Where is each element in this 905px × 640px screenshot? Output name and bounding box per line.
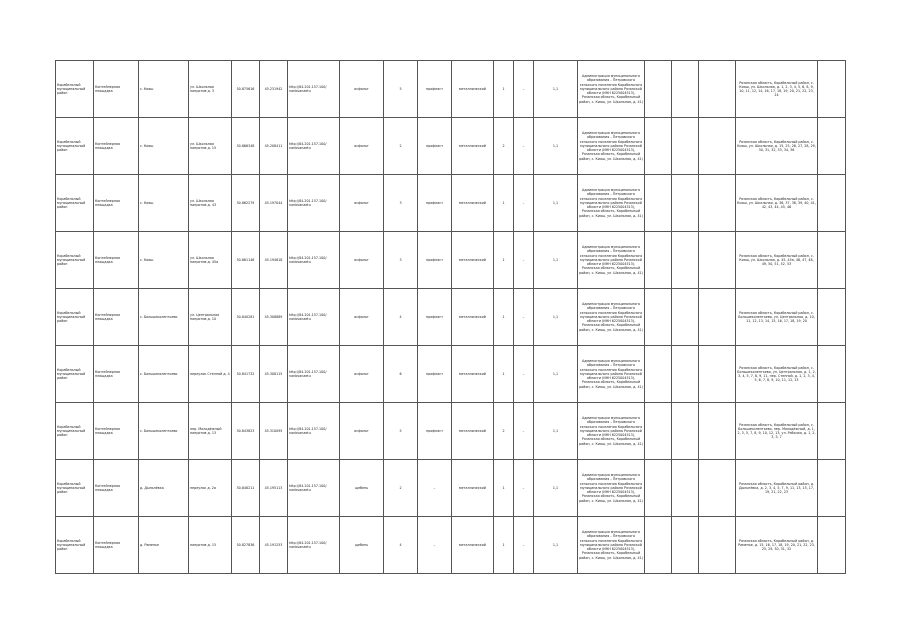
volume-cell: 1,1 (534, 289, 578, 346)
empty-cell (645, 346, 672, 403)
empty-cell (699, 517, 736, 574)
empty-cell (699, 289, 736, 346)
map-link-cell: http://84.201.157.100/ nanbvanaetu (288, 118, 340, 175)
owner-cell: Администрация муниципального образования – Петровского сельского поселения Корабельного муниципального района Рязанской области (ИНН 6225004513), Рязанская область, Корабельный район, с. Кияш, ул. Школьная, д. 41) (578, 460, 645, 517)
site-type-cell: Контейнерная площадка (94, 118, 139, 175)
longitude-cell: 45.310095 (260, 403, 288, 460)
longitude-cell: 45.194818 (260, 232, 288, 289)
waste-sources-cell: Рязанская область, Корабельный район, с. Кияш, ул. Школьная, д. 45, 45а, 46, 47, 48, 49, 50, 51, 52, 53 (736, 232, 818, 289)
empty-cell (818, 61, 846, 118)
waste-sources-cell: Рязанская область, Корабельный район, с. Большеколентьево, ул. Центральная, д. 10, 11, 12, 13, 14, 15, 16, 17, 18, 19, 20 (736, 289, 818, 346)
bunker-count-cell: – (514, 118, 534, 175)
waste-sources-cell: Рязанская область, Корабельный район, с. Кияш, ул. Школьная, д. 1, 2, 3, 4, 5, 6, 8, 9, 10, 11, 12, 14, 16, 17, 18, 19, 20, 21, 22, 23, 24 (736, 61, 818, 118)
site-type-cell: Контейнерная площадка (94, 517, 139, 574)
map-link-cell: http://84.201.157.100/ nanbvanaetu (288, 232, 340, 289)
surface-cell: асфальт (340, 61, 384, 118)
container-count-cell: 2 (494, 403, 514, 460)
surface-cell: асфальт (340, 232, 384, 289)
material-cell: металлический (452, 289, 494, 346)
register-sheet (55, 60, 845, 574)
area-cell: 2 (384, 460, 418, 517)
bunker-count-cell: – (514, 460, 534, 517)
area-cell: 3 (384, 175, 418, 232)
material-cell: металлический (452, 517, 494, 574)
address-cell: переулок д. 2а (189, 460, 232, 517)
address-cell: ул. Школьная напротив д. 43 (189, 175, 232, 232)
surface-cell: асфальт (340, 346, 384, 403)
table-row (56, 289, 846, 346)
table-row (56, 517, 846, 574)
table-row (56, 403, 846, 460)
site-type-cell: Контейнерная площадка (94, 403, 139, 460)
empty-cell (672, 346, 699, 403)
locality-cell: с. Кияш (139, 232, 189, 289)
waste-sources-cell: Рязанская область, Корабельный район, д. Раменье, д. 15, 16, 17, 18, 19, 20, 21, 22, 23, 25, 29, 30, 31, 32 (736, 517, 818, 574)
site-type-cell: Контейнерная площадка (94, 289, 139, 346)
address-cell: напротив д. 15 (189, 517, 232, 574)
material-cell: металлический (452, 403, 494, 460)
site-type-cell: Контейнерная площадка (94, 175, 139, 232)
fence-cell: профнаст (418, 118, 452, 175)
material-cell: металлический (452, 61, 494, 118)
volume-cell: 1,1 (534, 517, 578, 574)
container-count-cell: 1 (494, 61, 514, 118)
container-count-cell: 1 (494, 460, 514, 517)
surface-cell: асфальт (340, 289, 384, 346)
waste-sources-cell: Рязанская область, Корабельный район, с. Кияш, ул. Школьная, д. 36, 37, 38, 39, 40, 41, 42, 43, 44, 45, 46 (736, 175, 818, 232)
container-count-cell: 1 (494, 289, 514, 346)
latitude-cell: 50.861148 (232, 232, 260, 289)
empty-cell (818, 517, 846, 574)
bunker-count-cell: – (514, 403, 534, 460)
address-cell: переулок Степной д. 4 (189, 346, 232, 403)
material-cell: металлический (452, 346, 494, 403)
empty-cell (645, 289, 672, 346)
waste-sources-cell: Рязанская область, Корабельный район, с. Большеколентьево, ул. Центральная, д. 1, 2, 3, 4, 5, 7, 8, 9, 11, пер. Степной, д. 1, 2, 3, 4, 5, 6, 7, 8, 9, 10, 11, 12, 13 (736, 346, 818, 403)
table-row (56, 346, 846, 403)
latitude-cell: 50.862279 (232, 175, 260, 232)
site-type-cell: Контейнерная площадка (94, 346, 139, 403)
volume-cell: 1,1 (534, 61, 578, 118)
owner-cell: Администрация муниципального образования – Петровского сельского поселения Корабельного муниципального района Рязанской области (ИНН 6225004513), Рязанская область, Корабельный район, с. Кияш, ул. Школьная, д. 41) (578, 232, 645, 289)
surface-cell: асфальт (340, 118, 384, 175)
district-cell: Корабельный муниципальный район (56, 232, 94, 289)
longitude-cell: 45.195113 (260, 460, 288, 517)
locality-cell: д. Дыльнёвка (139, 460, 189, 517)
site-type-cell: Контейнерная площадка (94, 460, 139, 517)
bunker-count-cell: – (514, 175, 534, 232)
container-sites-table (55, 60, 846, 574)
fence-cell: профнаст (418, 232, 452, 289)
empty-cell (699, 232, 736, 289)
locality-cell: с. Кияш (139, 61, 189, 118)
map-link-cell: http://84.201.157.100/ nanbvanaetu (288, 61, 340, 118)
site-type-cell: Контейнерная площадка (94, 232, 139, 289)
empty-cell (818, 403, 846, 460)
owner-cell: Администрация муниципального образования – Петровского сельского поселения Корабельного муниципального района Рязанской области (ИНН 6225004513), Рязанская область, Корабельный район, с. Кияш, ул. Школьная, д. 41) (578, 61, 645, 118)
area-cell: 4 (384, 289, 418, 346)
fence-cell: профнаст (418, 61, 452, 118)
empty-cell (818, 346, 846, 403)
container-count-cell: 1 (494, 346, 514, 403)
container-count-cell: 1 (494, 175, 514, 232)
table-body (56, 61, 846, 574)
container-count-cell: 2 (494, 118, 514, 175)
surface-cell: асфальт (340, 175, 384, 232)
map-link-cell: http://84.201.157.100/ nanbvanaetu (288, 346, 340, 403)
table-row (56, 61, 846, 118)
longitude-cell: 45.308889 (260, 289, 288, 346)
empty-cell (672, 175, 699, 232)
empty-cell (645, 232, 672, 289)
waste-sources-cell: Рязанская область, Корабельный район, с. Большеколентьево, пер. Молодёжный, д. 1, 2, 3, 5, 7, 8, 9, 10, 12, 13, ул. Рабочая, д. 1, 2, 3, 5, 7 (736, 403, 818, 460)
volume-cell: 1,1 (534, 460, 578, 517)
empty-cell (645, 175, 672, 232)
volume-cell: 1,1 (534, 232, 578, 289)
site-type-cell: Контейнерная площадка (94, 61, 139, 118)
locality-cell: с. Большеколентьево (139, 346, 189, 403)
empty-cell (818, 118, 846, 175)
empty-cell (672, 403, 699, 460)
empty-cell (699, 118, 736, 175)
bunker-count-cell: – (514, 289, 534, 346)
district-cell: Корабельный муниципальный район (56, 403, 94, 460)
empty-cell (699, 403, 736, 460)
empty-cell (699, 175, 736, 232)
address-cell: пер. Молодёжный напротив д. 13 (189, 403, 232, 460)
empty-cell (672, 517, 699, 574)
container-count-cell: 1 (494, 517, 514, 574)
empty-cell (672, 118, 699, 175)
empty-cell (672, 289, 699, 346)
empty-cell (699, 346, 736, 403)
table-row (56, 460, 846, 517)
map-link-cell: http://84.201.157.100/ nanbvanaetu (288, 517, 340, 574)
surface-cell: асфальт (340, 403, 384, 460)
table-row (56, 175, 846, 232)
empty-cell (699, 61, 736, 118)
empty-cell (645, 460, 672, 517)
fence-cell: – (418, 460, 452, 517)
owner-cell: Администрация муниципального образования – Петровского сельского поселения Корабельного муниципального района Рязанской области (ИНН 6225004513), Рязанская область, Корабельный район, с. Кияш, ул. Школьная, д. 41) (578, 175, 645, 232)
locality-cell: с. Кияш (139, 118, 189, 175)
latitude-cell: 50.848211 (232, 460, 260, 517)
empty-cell (645, 403, 672, 460)
district-cell: Корабельный муниципальный район (56, 460, 94, 517)
fence-cell: профнаст (418, 175, 452, 232)
map-link-cell: http://84.201.157.100/ nanbvanaetu (288, 403, 340, 460)
volume-cell: 1,1 (534, 403, 578, 460)
volume-cell: 1,1 (534, 118, 578, 175)
locality-cell: д. Раменье (139, 517, 189, 574)
latitude-cell: 50.875616 (232, 61, 260, 118)
material-cell: металлический (452, 118, 494, 175)
longitude-cell: 45.231942 (260, 61, 288, 118)
latitude-cell: 50.843823 (232, 403, 260, 460)
empty-cell (672, 232, 699, 289)
empty-cell (672, 61, 699, 118)
material-cell: металлический (452, 232, 494, 289)
empty-cell (818, 460, 846, 517)
container-count-cell: 1 (494, 232, 514, 289)
surface-cell: щебень (340, 517, 384, 574)
fence-cell: профнаст (418, 289, 452, 346)
empty-cell (699, 460, 736, 517)
empty-cell (818, 175, 846, 232)
owner-cell: Администрация муниципального образования – Петровского сельского поселения Корабельного муниципального района Рязанской области (ИНН 6225004513), Рязанская область, Корабельный район, с. Кияш, ул. Школьная, д. 41) (578, 118, 645, 175)
empty-cell (645, 517, 672, 574)
latitude-cell: 50.827836 (232, 517, 260, 574)
locality-cell: с. Большеколентьево (139, 403, 189, 460)
volume-cell: 1,1 (534, 346, 578, 403)
address-cell: ул. Школьная напротив д. 3 (189, 61, 232, 118)
empty-cell (645, 118, 672, 175)
owner-cell: Администрация муниципального образования – Петровского сельского поселения Корабельного муниципального района Рязанской области (ИНН 6225004513), Рязанская область, Корабельный район, с. Кияш, ул. Школьная, д. 41) (578, 403, 645, 460)
owner-cell: Администрация муниципального образования – Петровского сельского поселения Корабельного муниципального района Рязанской области (ИНН 6225004513), Рязанская область, Корабельный район, с. Кияш, ул. Школьная, д. 41) (578, 346, 645, 403)
locality-cell: с. Кияш (139, 175, 189, 232)
area-cell: 5 (384, 61, 418, 118)
latitude-cell: 50.840281 (232, 289, 260, 346)
district-cell: Корабельный муниципальный район (56, 289, 94, 346)
fence-cell: – (418, 517, 452, 574)
table-row (56, 118, 846, 175)
district-cell: Корабельный муниципальный район (56, 118, 94, 175)
bunker-count-cell: – (514, 232, 534, 289)
district-cell: Корабельный муниципальный район (56, 346, 94, 403)
area-cell: 3 (384, 232, 418, 289)
bunker-count-cell: – (514, 61, 534, 118)
address-cell: ул. Центральная напротив д. 10 (189, 289, 232, 346)
material-cell: металлический (452, 175, 494, 232)
owner-cell: Администрация муниципального образования – Петровского сельского поселения Корабельного муниципального района Рязанской области (ИНН 6225004513), Рязанская область, Корабельный район, с. Кияш, ул. Школьная, д. 41) (578, 289, 645, 346)
district-cell: Корабельный муниципальный район (56, 175, 94, 232)
volume-cell: 1,1 (534, 175, 578, 232)
longitude-cell: 45.197044 (260, 175, 288, 232)
latitude-cell: 50.866348 (232, 118, 260, 175)
fence-cell: профнаст (418, 346, 452, 403)
waste-sources-cell: Рязанская область, Корабельный район, с. Кияш, ул. Школьная, д. 15, 25, 26, 27, 28, 29, 30, 31, 32, 33, 34, 36 (736, 118, 818, 175)
empty-cell (818, 232, 846, 289)
area-cell: 6 (384, 346, 418, 403)
longitude-cell: 45.191253 (260, 517, 288, 574)
map-link-cell: http://84.201.157.100/ nanbvanaetu (288, 175, 340, 232)
area-cell: 4 (384, 517, 418, 574)
table-row (56, 232, 846, 289)
empty-cell (672, 460, 699, 517)
map-link-cell: http://84.201.157.100/ nanbvanaetu (288, 460, 340, 517)
surface-cell: щебень (340, 460, 384, 517)
locality-cell: с. Большеколентьево (139, 289, 189, 346)
address-cell: ул. Школьная напротив д. 15 (189, 118, 232, 175)
material-cell: металлический (452, 460, 494, 517)
district-cell: Корабельный муниципальный район (56, 517, 94, 574)
empty-cell (645, 61, 672, 118)
area-cell: 2 (384, 118, 418, 175)
bunker-count-cell: – (514, 346, 534, 403)
fence-cell: профнаст (418, 403, 452, 460)
map-link-cell: http://84.201.157.100/ nanbvanaetu (288, 289, 340, 346)
longitude-cell: 45.208411 (260, 118, 288, 175)
empty-cell (818, 289, 846, 346)
district-cell: Корабельный муниципальный район (56, 61, 94, 118)
address-cell: ул. Школьная напротив д. 45а (189, 232, 232, 289)
bunker-count-cell: – (514, 517, 534, 574)
longitude-cell: 45.308115 (260, 346, 288, 403)
area-cell: 5 (384, 403, 418, 460)
waste-sources-cell: Рязанская область, Корабельный район, д. Дыльнёвка, д. 2, 3, 4, 5, 7, 9, 11, 13, 15, 17, 19, 21, 22, 23 (736, 460, 818, 517)
owner-cell: Администрация муниципального образования – Петровского сельского поселения Корабельного муниципального района Рязанской области (ИНН 6225004513), Рязанская область, Корабельный район, с. Кияш, ул. Школьная, д. 41) (578, 517, 645, 574)
latitude-cell: 50.841732 (232, 346, 260, 403)
